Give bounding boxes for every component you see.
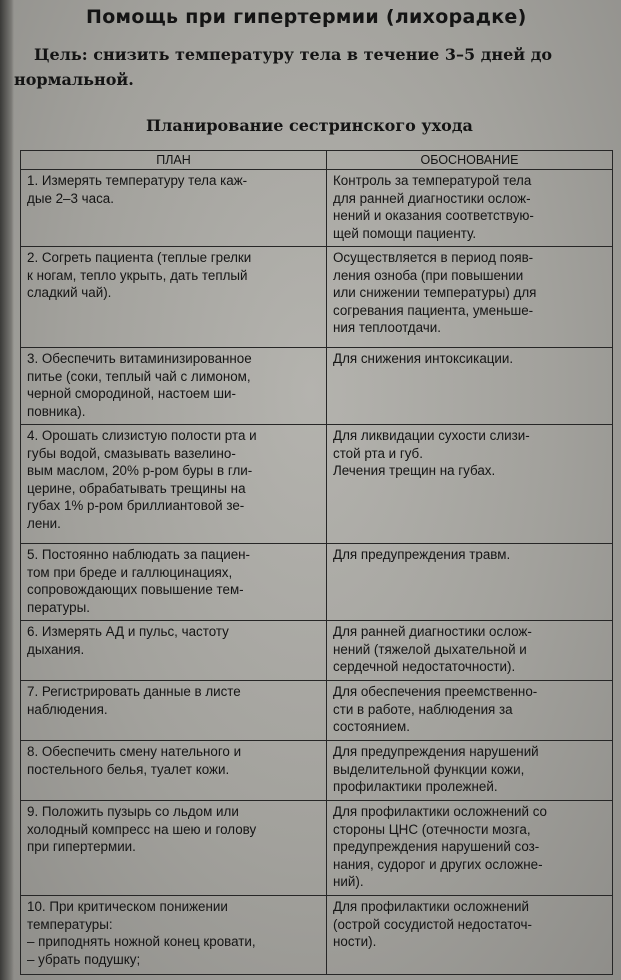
cell-line: сти в работе, наблюдения за (333, 701, 513, 717)
goal-label: Цель: (34, 45, 88, 64)
cell-line: предупреждения нарушений соз- (333, 839, 540, 854)
book-spine-shadow (0, 0, 14, 980)
cell-line: состоянием. (333, 719, 410, 734)
cell-line: повника). (27, 403, 86, 419)
cell-line: церине, обрабатывать трещины на (27, 480, 246, 496)
cell-line: 6. Измерять АД и пульс, частоту (27, 624, 229, 639)
cell-line: Контроль за температурой тела (333, 173, 532, 188)
plan-cell (21, 170, 327, 247)
cell-line: нений (тяжелой дыхательной и (333, 641, 527, 657)
reason-cell (327, 681, 613, 741)
plan-cell (21, 544, 327, 621)
cell-line: нания, судорог и других осложне- (333, 856, 543, 872)
table-row (21, 247, 613, 348)
table-header-row (21, 151, 613, 170)
cell-line: ности). (333, 934, 377, 949)
reason-cell (327, 348, 613, 425)
goal-paragraph (14, 42, 614, 92)
cell-line: Для предупреждения травм. (333, 547, 511, 562)
cell-line: нений и оказания соответствую- (333, 208, 534, 223)
cell-line: стой рта и губ. (333, 445, 423, 461)
cell-line: 2. Согреть пациента (теплые грелки (27, 250, 252, 265)
table-row (21, 621, 613, 681)
cell-line: губы водой, смазывать вазелино- (27, 445, 236, 461)
cell-line: 4. Орошать слизистую полости рта и (27, 428, 257, 443)
table-row (21, 681, 613, 741)
cell-line: 1. Измерять температуру тела каж- (27, 173, 248, 188)
cell-line: наблюдения. (27, 701, 108, 717)
cell-line: том при бреде и галлюцинациях, (27, 564, 233, 580)
header-plan: ПЛАН (21, 151, 327, 170)
cell-line: холодный компресс на шею и голову (27, 821, 257, 837)
reason-cell (327, 896, 613, 975)
cell-line: сладкий чай). (27, 285, 112, 300)
table-row (21, 544, 613, 621)
cell-line: Для ликвидации сухости слизи- (333, 428, 530, 443)
cell-line: выделительной функции кожи, (333, 761, 525, 777)
reason-cell (327, 621, 613, 681)
page-title: Помощь при гипертермии (лихорадке) (86, 6, 527, 28)
reason-cell (327, 247, 613, 348)
cell-line: ления озноба (при повышении (333, 267, 524, 283)
cell-line: дые 2–3 часа. (27, 190, 114, 206)
cell-line: черной смородиной, настоем ши- (27, 386, 236, 401)
reason-cell (327, 801, 613, 896)
cell-line: 5. Постоянно наблюдать за пациен- (27, 547, 251, 562)
cell-line: Лечения трещин на губах. (333, 463, 496, 478)
cell-line: к ногам, тепло укрыть, дать теплый (27, 267, 248, 283)
cell-line: Для ранней диагностики ослож- (333, 624, 532, 639)
reason-cell (327, 741, 613, 801)
cell-line: губах 1% р-ром бриллиантовой зе- (27, 498, 245, 513)
table-row (21, 801, 613, 896)
cell-line: дыхания. (27, 641, 85, 657)
cell-line: – приподнять ножной конец кровати, (27, 934, 256, 949)
cell-line: профилактики пролежней. (333, 779, 498, 794)
cell-line: ний). (333, 874, 364, 889)
cell-line: ния теплоотдачи. (333, 320, 441, 335)
cell-line: Для предупреждения нарушений (333, 744, 539, 759)
plan-cell (21, 741, 327, 801)
cell-line: 10. При критическом понижении (27, 899, 228, 914)
table-body (21, 170, 613, 975)
cell-line: питье (соки, теплый чай с лимоном, (27, 368, 251, 384)
reason-cell (327, 425, 613, 544)
cell-line: Для обеспечения преемственно- (333, 684, 538, 699)
plan-cell (21, 896, 327, 975)
plan-cell (21, 621, 327, 681)
cell-line: 7. Регистрировать данные в листе (27, 684, 241, 699)
cell-line: стороны ЦНС (отечности мозга, (333, 821, 531, 837)
cell-line: Для профилактики осложнений со (333, 804, 548, 819)
table-row (21, 170, 613, 247)
cell-line: щей помощи пациенту. (333, 225, 477, 241)
cell-line: или снижении температуры) для (333, 285, 537, 300)
cell-line: Для снижения интоксикации. (333, 351, 514, 366)
cell-line: согревания пациента, уменьше- (333, 302, 534, 318)
cell-line: 9. Положить пузырь со льдом или (27, 804, 239, 819)
cell-line: сердечной недостаточности). (333, 659, 516, 674)
reason-cell (327, 544, 613, 621)
cell-line: для ранней диагностики ослож- (333, 190, 531, 206)
cell-line: Для профилактики осложнений (333, 899, 529, 914)
reason-cell (327, 170, 613, 247)
cell-line: Осуществляется в период появ- (333, 250, 534, 265)
table-row (21, 425, 613, 544)
cell-line: температуры: (27, 916, 113, 932)
section-subtitle: Планирование сестринского ухода (146, 116, 473, 135)
plan-cell (21, 247, 327, 348)
cell-line: лени. (27, 515, 61, 531)
goal-text: снизить температуру тела в течение 3–5 дней до нормальной. (14, 45, 553, 89)
cell-line: – убрать подушку; (27, 951, 141, 967)
table-row (21, 348, 613, 425)
cell-line: (острой сосудистой недостаточ- (333, 916, 532, 932)
cell-line: пературы. (27, 599, 90, 615)
cell-line: постельного белья, туалет кожи. (27, 761, 230, 777)
plan-cell (21, 801, 327, 896)
plan-cell (21, 681, 327, 741)
care-plan-table (20, 150, 613, 975)
cell-line: 8. Обеспечить смену нательного и (27, 744, 242, 759)
plan-cell (21, 348, 327, 425)
cell-line: сопровождающих повышение тем- (27, 582, 244, 597)
table-row (21, 741, 613, 801)
header-reason: ОБОСНОВАНИЕ (327, 151, 613, 170)
cell-line: 3. Обеспечить витаминизированное (27, 351, 252, 366)
cell-line: при гипертермии. (27, 839, 136, 854)
cell-line: вым маслом, 20% р-ром буры в гли- (27, 463, 253, 478)
plan-cell (21, 425, 327, 544)
table-row (21, 896, 613, 975)
